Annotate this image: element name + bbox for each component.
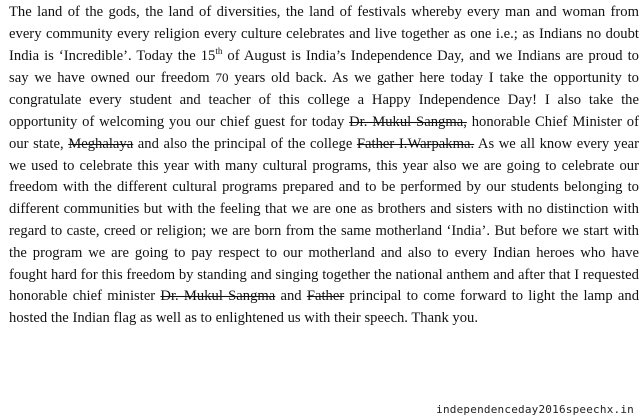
struck-state-name: Meghalaya [68, 135, 134, 152]
site-watermark: independenceday2016speechx.in [436, 403, 634, 416]
speech-text: years old back. As we gather here today I take the opportunity to congratulate every student and teacher of this college a Happy Independence Day! I also take the opportunity of welcoming you our chief guest for today [9, 70, 639, 130]
speech-text: principal to come forward to light the lamp and hosted the Indian flag as well as to enlightened us with their speech. Thank you. [9, 288, 640, 327]
struck-name-chief-guest: Dr. Mukul Sangma, [349, 113, 467, 130]
speech-text: of August is India’s Independence Day, and we Indians are proud to say we have owned our freedom [9, 47, 639, 87]
speech-text: and also the principal of the college [133, 135, 357, 152]
speech-text: The land of the gods, the land of diversities, the land of festivals whereby every man and woman from every community every religion every culture celebrates and live together as one i.e.; as Indians no doubt India is ‘Incredible’. Today the 15 [9, 4, 639, 64]
speech-paragraph [9, 2, 639, 330]
struck-principal-name: Father I.Warpakma. [356, 135, 475, 152]
speech-text: and [275, 288, 307, 305]
struck-title-father: Father [306, 288, 345, 305]
speech-text: honorable Chief Minister of our state, [9, 113, 639, 152]
ordinal-suffix: th [215, 45, 223, 56]
struck-chief-minister-name: Dr. Mukul Sangma [160, 288, 276, 305]
speech-text: As we all know every year we used to celebrate this year with many cultural programs, this year also we are going to celebrate our freedom with the different cultural programs prepared and to be performed by our students belonging to different communities but with the feeling that we are one as brothers and sisters with no distinction with regard to caste, creed or religion; we are born from the same motherland ‘India’. But before we start with the program we are going to pay respect to our motherland and also to every Indian heroes who have fought hard for this freedom by standing and singing together the national anthem and after that I requested honorable chief minister [9, 135, 639, 305]
years-number: 70 [215, 70, 229, 86]
